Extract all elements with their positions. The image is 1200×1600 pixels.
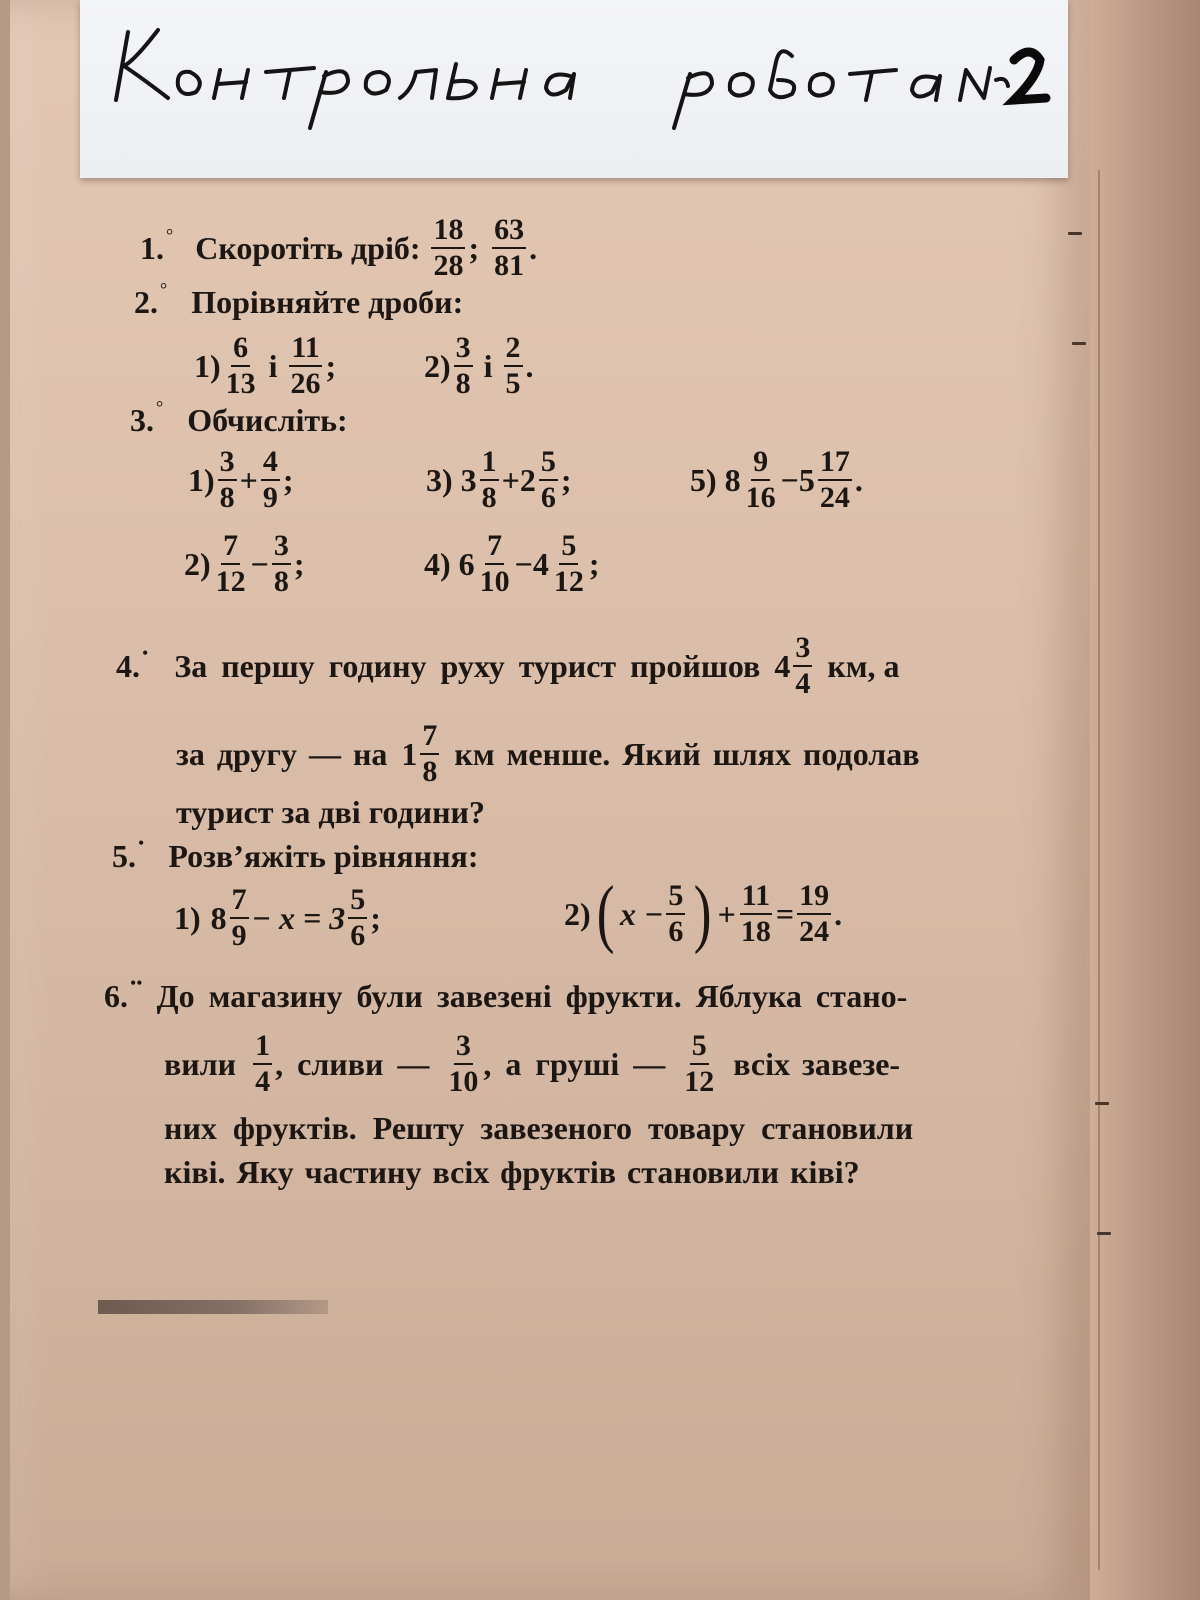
fraction: $\frac{11}{26}$ <box>290 331 321 400</box>
fraction: $\frac{6}{13}$ <box>225 331 256 400</box>
task-4-line-3: турист за дві години? <box>176 794 485 830</box>
task-6-line-4: ківі. Яку частину всіх фруктів становили ківі? <box>164 1154 860 1190</box>
task-number: 6. •• <box>104 973 143 1014</box>
task-2 <box>134 279 464 320</box>
task-4-line-2: за другу — на 1 $\frac{7}{8}$ км менше. Який шлях подолав <box>176 719 920 788</box>
fraction: $\frac{3}{8}$ <box>273 529 289 598</box>
fraction: $\frac{3}{8}$ <box>219 445 235 514</box>
task-3-expr-5: 5) 8 $\frac{9}{16}$ − 5 $\frac{17}{24}$ . <box>690 445 863 514</box>
fraction: $\frac{2}{5}$ <box>505 331 521 400</box>
fraction: $\frac{3}{8}$ <box>455 331 471 400</box>
fraction: $\frac{7}{10}$ <box>479 529 510 598</box>
task-6-line-2: вили $\frac{1}{4}$ , сливи — $\frac{3}{10}$ , а груші — $\frac{5}{12}$ всіх завезе- <box>164 1029 901 1098</box>
task-2-part-1: 1) $\frac{6}{13}$ і $\frac{11}{26}$ ; <box>194 331 337 400</box>
task-text: Розв’яжіть рівняння: <box>168 838 479 874</box>
task-number: 5. • <box>112 833 145 874</box>
fraction: $\frac{5}{12}$ <box>684 1029 715 1098</box>
task-3 <box>130 397 348 438</box>
fraction: $\frac{18}{28}$ <box>433 213 464 282</box>
fraction: $\frac{63}{81}$ <box>494 213 525 282</box>
fraction: $\frac{19}{24}$ <box>799 879 830 948</box>
fraction: $\frac{1}{4}$ <box>255 1029 271 1098</box>
task-5-eq-2: 2) ( x − $\frac{5}{6}$ ) + $\frac{11}{18}$ = $\frac{19}{24}$ . <box>564 871 843 956</box>
task-text: Порівняйте дроби: <box>191 284 464 320</box>
task-text: Обчисліть: <box>187 402 348 438</box>
task-3-expr-3: 3) 3 $\frac{1}{8}$ + 2 $\frac{5}{6}$ ; <box>426 445 572 514</box>
fraction: $\frac{5}{6}$ <box>540 445 556 514</box>
task-number: 4. • <box>116 642 149 684</box>
fraction: $\frac{5}{6}$ <box>350 883 366 952</box>
fraction: $\frac{7}{9}$ <box>231 883 247 952</box>
task-2-part-2: 2) $\frac{3}{8}$ і $\frac{2}{5}$ . <box>424 331 534 400</box>
task-6-line-3: них фруктів. Решту завезеного товару становили <box>164 1110 914 1146</box>
fraction: $\frac{7}{12}$ <box>215 529 246 598</box>
task-3-expr-4: 4) 6 $\frac{7}{10}$ − 4 $\frac{5}{12}$ ; <box>424 529 600 598</box>
fraction: $\frac{9}{16}$ <box>745 445 776 514</box>
task-6-line-1: 6. •• До магазину були завезені фрукти. Яблука стано- <box>104 973 908 1014</box>
task-text: Скоротіть дріб: <box>195 229 421 266</box>
task-3-expr-1: 1) $\frac{3}{8}$ + $\frac{4}{9}$ ; <box>188 445 294 514</box>
task-5-eq-1: 1) 8 $\frac{7}{9}$ − x = 3 $\frac{5}{6}$ ; <box>174 883 381 952</box>
task-number: 2. ° <box>134 279 168 320</box>
task-number: 1. ° <box>140 224 174 266</box>
fraction: $\frac{3}{10}$ <box>448 1029 479 1098</box>
fraction: $\frac{7}{8}$ <box>422 719 438 788</box>
fraction: $\frac{1}{8}$ <box>481 445 497 514</box>
task-number: 3. ° <box>130 397 164 438</box>
fraction: $\frac{4}{9}$ <box>262 445 278 514</box>
task-4-line-1: 4. • За першу годину руху турист пройшов 4 $\frac{3}{4}$ км, а <box>116 631 900 700</box>
task-5 <box>112 833 479 874</box>
fraction: $\frac{3}{4}$ <box>795 631 811 700</box>
fraction: $\frac{17}{24}$ <box>819 445 850 514</box>
fraction: $\frac{5}{12}$ <box>553 529 584 598</box>
task-3-expr-2: 2) $\frac{7}{12}$ − $\frac{3}{8}$ ; <box>184 529 305 598</box>
fraction: $\frac{5}{6}$ <box>668 879 684 948</box>
task-1: 1. ° Скоротіть дріб: $\frac{18}{28}$ ; $\frac{63}{81}$ . <box>140 213 538 282</box>
fraction: $\frac{11}{18}$ <box>740 879 771 948</box>
